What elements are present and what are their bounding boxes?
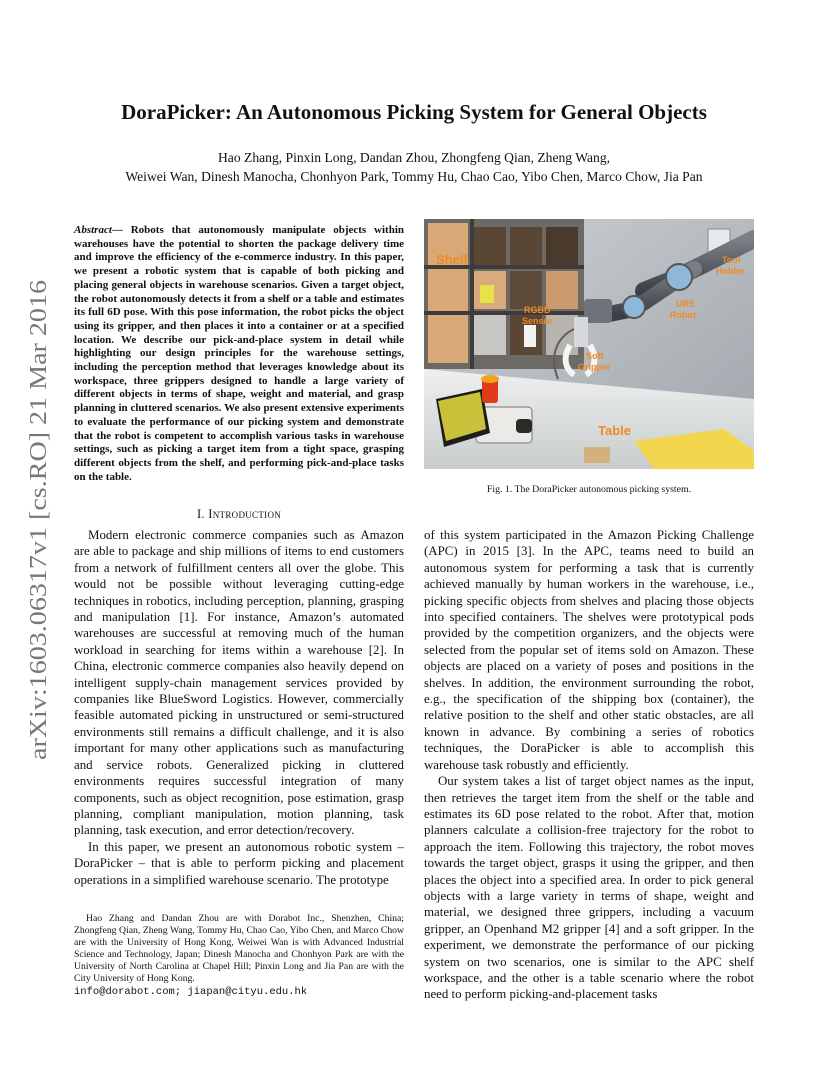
author-line-2: Weiwei Wan, Dinesh Manocha, Chonhyon Park, Tommy Hu, Chao Cao, Yibo Chen, Marco Chow, Jia Pan: [125, 169, 703, 184]
label-soft: Soft: [586, 351, 604, 361]
figure-1-photo: [424, 219, 754, 469]
author-list: [60, 148, 768, 186]
footnote-text: Hao Zhang and Dandan Zhou are with Dorabot Inc., Shenzhen, China; Zhongfeng Qian, Zheng Wang, Tommy Hu, Chao Cao, Yibo Chen, and Marco Chow are with the University of Hong Kong, Weiwei Wan is with Advanced Industrial Science and Technology, Japan; Dinesh Manocha and Chonhyon Park are with the University of North Carolina at Chapel Hill; Pinxin Long and Jia Pan are with the City University of Hong Kong.: [74, 913, 404, 985]
label-rgbd: RGBD: [524, 305, 551, 315]
label-ur5: UR5: [676, 299, 695, 309]
label-gripper: Gripper: [578, 362, 611, 372]
abstract-text: — Robots that autonomously manipulate objects within warehouses have the potential to shorten the package delivery time and improve the efficiency of the e-commerce industry. In this paper, we present a robotic system that is capable of both picking and placing general objects in warehouse scenarios. Given a target object, the robot autonomously detects it from a shelf or a table and estimates its full 6D pose. With this pose information, the robot picks the object using its gripper, and then places it into a container or at a specified location. We describe our pick-and-place system in detail while highlighting our design principles for the warehouse settings, including the perception method that leverages knowledge about its workspace, three grippers designed to handle a large variety of different objects in terms of shape, weight and material, and grasp planning in cluttered scenarios. We also present extensive experiments to evaluate the performance of our picking system and demonstrate that the robot is competent to accomplish various tasks in warehouse settings, such as picking a target item from a tight space, grasping different objects from the shelf, and performing pick-and-place tasks on the table.: [74, 224, 404, 483]
arxiv-stamp: [14, 270, 58, 770]
footnote-emails: info@dorabot.com; jiapan@cityu.edu.hk: [74, 985, 308, 998]
intro-paragraph-2: In this paper, we present an autonomous robotic system – DoraPicker – that is able to perform picking and placement operations in a simplified warehouse scenario. The prototype: [74, 839, 404, 887]
affiliation-footnote: [74, 913, 404, 998]
box-item: [584, 447, 610, 463]
right-column: [424, 527, 754, 1003]
left-column: [74, 527, 404, 888]
label-robot: Robot: [670, 310, 696, 320]
arxiv-id: arXiv:1603.06317v1 [cs.RO] 21 Mar 2016: [25, 340, 52, 760]
label-holder: Holder: [716, 266, 745, 276]
label-tool: Tool: [722, 255, 741, 265]
label-table: Table: [598, 423, 631, 438]
intro-paragraph-1: Modern electronic commerce companies such as Amazon are able to package and ship millions of items to end customers from a network of fulfillment centers all over the globe. This would not be possible without leveraging cutting-edge techniques in robotics, including perception, planning, grasping and manipulation [1]. For instance, Amazon’s automated warehouses are successful at removing much of the human workload in searching for items within a warehouse [2]. In China, electronic commerce companies also heavily depend on intelligent supply-chain management services provided by companies like BlueSword Logistics. However, commercially feasible automated picking in unstructured or semi-structured environments still remains a difficult challenge, and it is also important for many other applications such as manufacturing and service robots. Generalized picking in cluttered environments requires successful integration of many components, such as object recognition, pose estimation, grasp planning, compliant manipulation, motion planning, task planning, task execution, and error detection/recovery.: [74, 528, 404, 838]
label-shelf: Shelf: [436, 252, 468, 267]
section-title: Introduction: [208, 507, 282, 521]
right-paragraph-1: of this system participated in the Amazon Picking Challenge (APC) in 2015 [3]. In the APC, teams need to build an autonomous system for performing a task that is currently achieved manually by human workers in the warehouse, i.e., picking specific objects from shelves and placing those objects into specified containers. The shelves were prototypical pods provided by the competition organizers, and the objects were selected from the popular set of items sold on Amazon. These objects are placed on a variety of poses and positions in the shelves. In addition, the environment surrounding the robot, e.g., the specification of the shipping box (container), the relative position to the shelf and other static obstacles, are all known in advance. By combining a series of robotics techniques, the DoraPicker is able to accomplish this warehouse task robustly and efficiently.: [424, 528, 754, 772]
paper-title: DoraPicker: An Autonomous Picking System for General Objects: [121, 100, 707, 124]
shelf-unit: [424, 219, 584, 369]
abstract: [74, 224, 404, 484]
right-paragraph-2: Our system takes a list of target object names as the input, then retrieves the target item from the shelf or the table and estimates its 6D pose related to the robot. After that, motion planners calculate a collision-free trajectory for the robot to approach the item. Following this trajectory, the robot moves towards the target object, grasps it using the gripper, and then places the object into a specified area. In order to pick general objects with a large variety in terms of shape, weight and material, we designed three grippers, including a vacuum gripper, an Openhand M2 gripper [4] and a soft gripper. In the experiment, we demonstrate the performance of our picking system on two scenarios, one is similar to the APC shelf workspace, and the other is a table scenario where the robot need to perform picking-and-placement tasks: [424, 774, 754, 1002]
abstract-label: Abstract: [74, 224, 112, 236]
section-heading: [74, 507, 404, 522]
figure-1-caption: Fig. 1. The DoraPicker autonomous picking system.: [486, 484, 692, 495]
author-line-1: Hao Zhang, Pinxin Long, Dandan Zhou, Zhongfeng Qian, Zheng Wang,: [217, 150, 611, 165]
label-sensor: Sensor: [522, 316, 553, 326]
robot-scene-illustration: [424, 219, 754, 469]
section-numeral: I.: [196, 507, 205, 521]
